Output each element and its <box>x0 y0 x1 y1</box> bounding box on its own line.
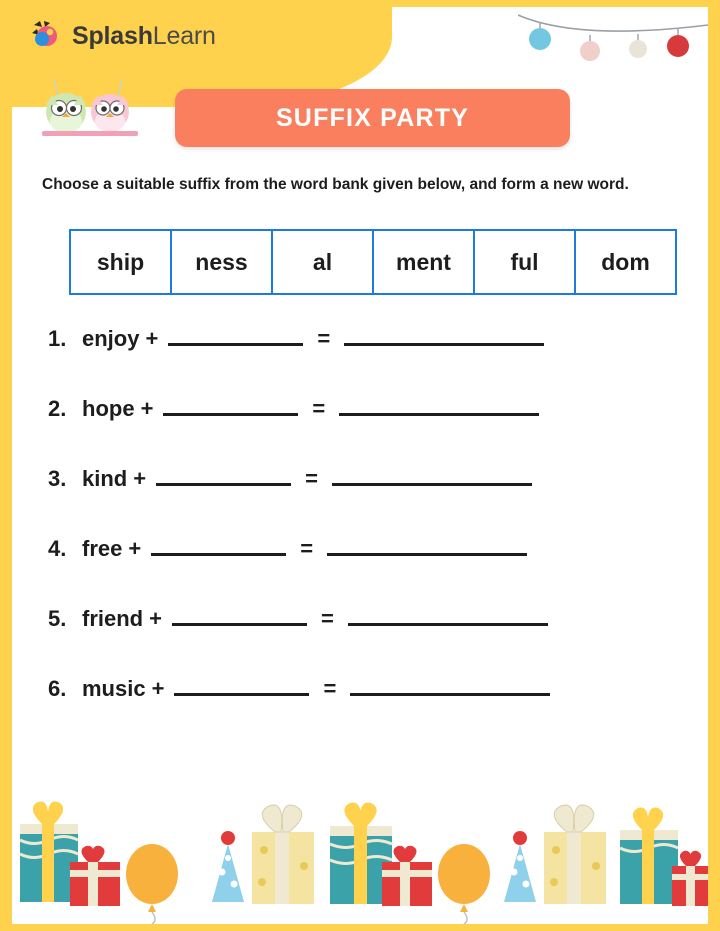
equals-sign: = <box>323 676 337 702</box>
question-base-word: hope <box>82 396 135 422</box>
string-lights-icon <box>518 7 708 87</box>
question-number: 2. <box>48 396 67 422</box>
plus-sign: + <box>128 536 142 562</box>
question-number: 1. <box>48 326 67 352</box>
word-bank-item[interactable]: ship <box>71 231 172 293</box>
question-base-word: kind <box>82 466 128 492</box>
question-list <box>12 323 708 743</box>
equals-sign: = <box>312 396 326 422</box>
brand-name-bold: Splash <box>72 21 153 50</box>
question-row <box>48 463 708 533</box>
plus-sign: + <box>133 466 147 492</box>
question-base-word: free <box>82 536 123 562</box>
word-bank-item[interactable]: ness <box>172 231 273 293</box>
answer-blank[interactable] <box>339 393 539 416</box>
equals-sign: = <box>317 326 331 352</box>
question-number: 3. <box>48 466 67 492</box>
brand-name <box>72 22 216 51</box>
equals-sign: = <box>305 466 318 492</box>
word-bank-item[interactable]: al <box>273 231 374 293</box>
word-bank-item[interactable]: dom <box>601 248 650 275</box>
instructions-text: Choose a suitable suffix from the word bank given below, and form a new word. <box>42 176 629 193</box>
suffix-blank[interactable] <box>156 463 291 486</box>
suffix-blank[interactable] <box>174 673 309 696</box>
question-row <box>48 533 708 603</box>
brand-logo[interactable] <box>30 19 216 53</box>
answer-blank[interactable] <box>344 323 544 346</box>
word-bank <box>69 229 677 295</box>
plus-sign: + <box>145 326 159 352</box>
answer-blank[interactable] <box>350 673 550 696</box>
question-row <box>48 673 708 743</box>
equals-sign: = <box>300 536 314 562</box>
question-row <box>48 323 708 393</box>
question-number: 5. <box>48 606 67 632</box>
question-base-word: music <box>82 676 146 702</box>
answer-blank[interactable] <box>348 603 548 626</box>
worksheet-header <box>12 7 708 157</box>
question-base-word: friend <box>82 606 144 632</box>
question-row <box>48 603 708 673</box>
party-decoration-border <box>12 774 708 924</box>
equals-sign: = <box>320 606 334 632</box>
splash-logo-icon <box>30 19 64 53</box>
question-row <box>48 393 708 463</box>
word-bank-item[interactable]: ment <box>374 231 475 293</box>
answer-blank[interactable] <box>327 533 527 556</box>
page-title: SUFFIX PARTY <box>275 103 470 132</box>
plus-sign: + <box>151 676 165 702</box>
question-number: 6. <box>48 676 67 702</box>
suffix-blank[interactable] <box>172 603 307 626</box>
question-number: 4. <box>48 536 67 562</box>
worksheet-title-banner <box>175 89 570 147</box>
suffix-blank[interactable] <box>168 323 303 346</box>
owls-icon <box>36 79 144 146</box>
brand-name-light: Learn <box>152 21 216 50</box>
answer-blank[interactable] <box>332 463 532 486</box>
plus-sign: + <box>140 396 154 422</box>
question-base-word: enjoy <box>82 326 140 352</box>
suffix-blank[interactable] <box>151 533 286 556</box>
word-bank-item[interactable]: ful <box>475 231 576 293</box>
suffix-blank[interactable] <box>163 393 298 416</box>
plus-sign: + <box>149 606 162 632</box>
